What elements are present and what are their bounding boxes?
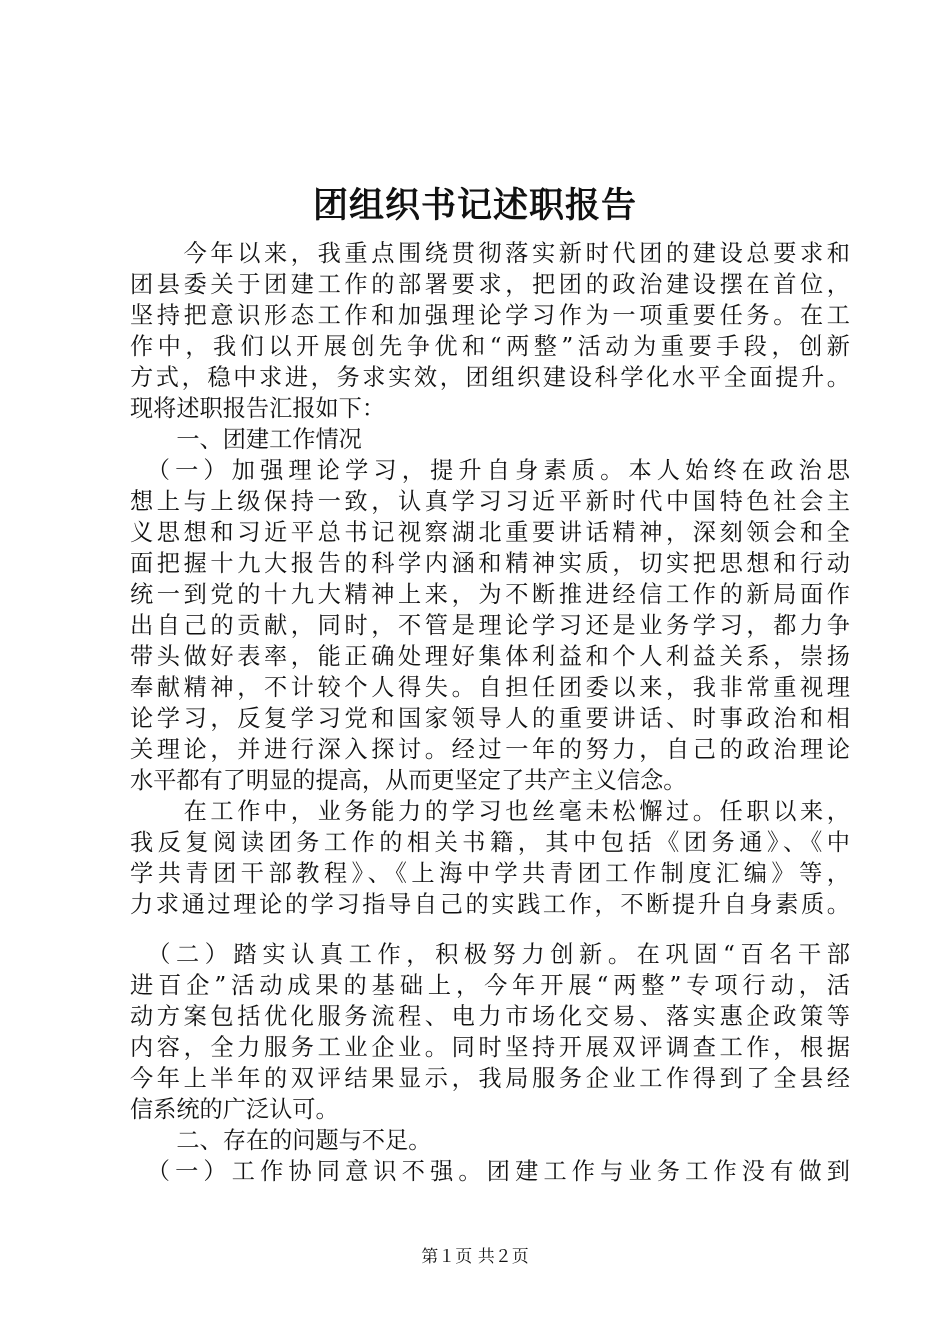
body-line: 义思想和习近平总书记视察湖北重要讲话精神，深刻领会和全 (130, 519, 850, 546)
document-title: 团组织书记述职报告 (312, 185, 637, 226)
body-line: 学共青团干部教程》、《上海中学共青团工作制度汇编》等， (130, 860, 850, 887)
page-footer: 第１页 共２页 (421, 1247, 529, 1267)
body-line: 进百企”活动成果的基础上，今年开展“两整”专项行动，活 (130, 972, 850, 999)
body-line: （一）加强理论学习，提升自身素质。本人始终在政治思 (130, 457, 850, 484)
body-line: 今年上半年的双评结果显示，我局服务企业工作得到了全县经 (130, 1065, 850, 1092)
body-line: 团县委关于团建工作的部署要求，把团的政治建设摆在首位， (130, 271, 850, 298)
body-line: 信系统的广泛认可。 (130, 1096, 339, 1123)
body-line: 现将述职报告汇报如下： (130, 395, 386, 422)
body-line: （二）踏实认真工作，积极努力创新。在巩固“百名干部 (130, 941, 850, 968)
body-line: 作中，我们以开展创先争优和“两整”活动为重要手段，创新 (130, 333, 850, 360)
body-line: 力求通过理论的学习指导自己的实践工作，不断提升自身素质。 (130, 891, 850, 918)
body-line: 想上与上级保持一致，认真学习习近平新时代中国特色社会主 (130, 488, 850, 515)
body-line: 带头做好表率，能正确处理好集体利益和个人利益关系，崇扬 (130, 643, 850, 670)
body-line: 我反复阅读团务工作的相关书籍，其中包括《团务通》、《中 (130, 829, 850, 856)
section-heading: 二、存在的问题与不足。 (130, 1127, 432, 1154)
body-line: 方式，稳中求进，务求实效，团组织建设科学化水平全面提升。 (130, 364, 850, 391)
body-line: 奉献精神，不计较个人得失。自担任团委以来，我非常重视理 (130, 674, 850, 701)
body-line: 坚持把意识形态工作和加强理论学习作为一项重要任务。在工 (130, 302, 850, 329)
body-line: 动方案包括优化服务流程、电力市场化交易、落实惠企政策等 (130, 1003, 850, 1030)
body-line: 面把握十九大报告的科学内涵和精神实质，切实把思想和行动 (130, 550, 850, 577)
body-line: 关理论，并进行深入探讨。经过一年的努力，自己的政治理论 (130, 736, 850, 763)
body-line: （一）工作协同意识不强。团建工作与业务工作没有做到 (130, 1158, 850, 1185)
body-line: 出自己的贡献，同时，不管是理论学习还是业务学习，都力争 (130, 612, 850, 639)
body-line: 统一到党的十九大精神上来，为不断推进经信工作的新局面作 (130, 581, 850, 608)
body-line: 论学习，反复学习党和国家领导人的重要讲话、时事政治和相 (130, 705, 850, 732)
section-heading: 一、团建工作情况 (130, 426, 362, 453)
body-line: 今年以来，我重点围绕贯彻落实新时代团的建设总要求和 (130, 240, 850, 267)
body-line: 在工作中，业务能力的学习也丝毫未松懈过。任职以来， (130, 798, 850, 825)
body-line: 内容，全力服务工业企业。同时坚持开展双评调查工作，根据 (130, 1034, 850, 1061)
body-line: 水平都有了明显的提高，从而更坚定了共产主义信念。 (130, 767, 687, 794)
